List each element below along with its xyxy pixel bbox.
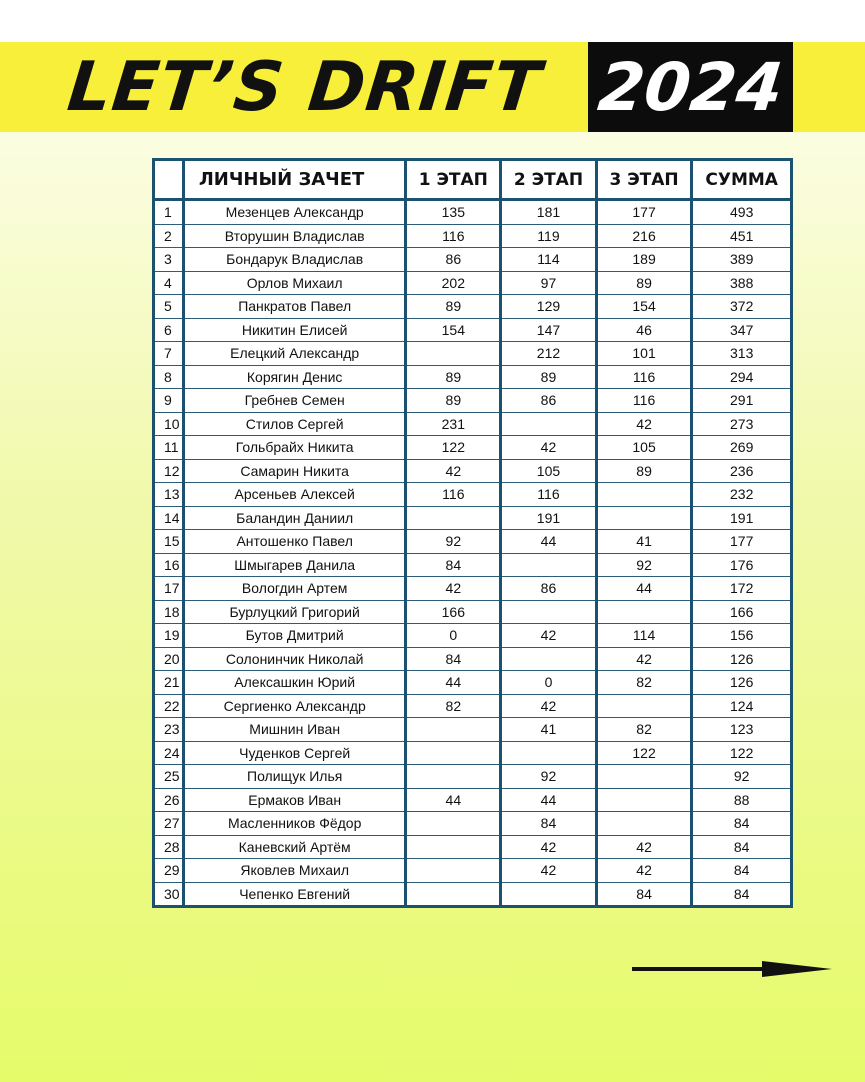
total-score: 291 xyxy=(692,389,792,413)
driver-name: Корягин Денис xyxy=(183,365,406,389)
stage1-score xyxy=(406,835,501,859)
row-number: 3 xyxy=(154,248,184,272)
stage2-score: 42 xyxy=(501,436,597,460)
stage3-score: 114 xyxy=(596,624,692,648)
stage3-score: 41 xyxy=(596,530,692,554)
stage3-score: 92 xyxy=(596,553,692,577)
stage2-score: 42 xyxy=(501,624,597,648)
row-number: 8 xyxy=(154,365,184,389)
stage1-score: 44 xyxy=(406,671,501,695)
stage1-score xyxy=(406,859,501,883)
driver-name: Бутов Дмитрий xyxy=(183,624,406,648)
stage1-score: 84 xyxy=(406,647,501,671)
standings-table xyxy=(152,158,793,908)
stage3-score xyxy=(596,788,692,812)
stage3-score: 44 xyxy=(596,577,692,601)
stage1-score: 89 xyxy=(406,389,501,413)
header-stage1: 1 ЭТАП xyxy=(406,160,501,200)
driver-name: Яковлев Михаил xyxy=(183,859,406,883)
row-number: 7 xyxy=(154,342,184,366)
table-row xyxy=(154,389,792,413)
table-row xyxy=(154,365,792,389)
row-number: 6 xyxy=(154,318,184,342)
table-row xyxy=(154,600,792,624)
driver-name: Никитин Елисей xyxy=(183,318,406,342)
row-number: 27 xyxy=(154,812,184,836)
driver-name: Самарин Никита xyxy=(183,459,406,483)
table-row xyxy=(154,224,792,248)
total-score: 84 xyxy=(692,835,792,859)
row-number: 13 xyxy=(154,483,184,507)
stage3-score: 177 xyxy=(596,200,692,225)
stage1-score: 0 xyxy=(406,624,501,648)
header-stage3: 3 ЭТАП xyxy=(596,160,692,200)
stage2-score: 212 xyxy=(501,342,597,366)
stage3-score: 89 xyxy=(596,271,692,295)
stage2-score: 116 xyxy=(501,483,597,507)
table-row xyxy=(154,647,792,671)
arrow-head xyxy=(762,961,832,977)
total-score: 493 xyxy=(692,200,792,225)
stage1-score: 122 xyxy=(406,436,501,460)
total-score: 388 xyxy=(692,271,792,295)
title-banner xyxy=(0,42,865,132)
stage1-score: 42 xyxy=(406,577,501,601)
total-score: 372 xyxy=(692,295,792,319)
driver-name: Антошенко Павел xyxy=(183,530,406,554)
stage2-score: 147 xyxy=(501,318,597,342)
total-score: 92 xyxy=(692,765,792,789)
table-row xyxy=(154,859,792,883)
stage1-score: 84 xyxy=(406,553,501,577)
stage3-score: 42 xyxy=(596,859,692,883)
row-number: 28 xyxy=(154,835,184,859)
total-score: 124 xyxy=(692,694,792,718)
stage1-score: 42 xyxy=(406,459,501,483)
stage1-score: 82 xyxy=(406,694,501,718)
table-row xyxy=(154,412,792,436)
total-score: 232 xyxy=(692,483,792,507)
row-number: 26 xyxy=(154,788,184,812)
stage1-score: 154 xyxy=(406,318,501,342)
stage2-score: 191 xyxy=(501,506,597,530)
row-number: 5 xyxy=(154,295,184,319)
stage2-score: 129 xyxy=(501,295,597,319)
table-row xyxy=(154,436,792,460)
stage2-score xyxy=(501,882,597,907)
stage3-score xyxy=(596,765,692,789)
stage2-score: 97 xyxy=(501,271,597,295)
driver-name: Шмыгарев Данила xyxy=(183,553,406,577)
driver-name: Вторушин Владислав xyxy=(183,224,406,248)
stage2-score: 42 xyxy=(501,859,597,883)
driver-name: Стилов Сергей xyxy=(183,412,406,436)
stage2-score: 42 xyxy=(501,694,597,718)
stage1-score: 89 xyxy=(406,295,501,319)
driver-name: Елецкий Александр xyxy=(183,342,406,366)
stage3-score: 122 xyxy=(596,741,692,765)
stage3-score: 105 xyxy=(596,436,692,460)
total-score: 294 xyxy=(692,365,792,389)
table-row xyxy=(154,318,792,342)
stage3-score: 116 xyxy=(596,389,692,413)
row-number: 14 xyxy=(154,506,184,530)
stage3-score: 89 xyxy=(596,459,692,483)
driver-name: Гребнев Семен xyxy=(183,389,406,413)
row-number: 9 xyxy=(154,389,184,413)
row-number: 24 xyxy=(154,741,184,765)
stage1-score: 231 xyxy=(406,412,501,436)
row-number: 25 xyxy=(154,765,184,789)
table-row xyxy=(154,624,792,648)
row-number: 20 xyxy=(154,647,184,671)
stage2-score: 41 xyxy=(501,718,597,742)
stage1-score: 202 xyxy=(406,271,501,295)
table-row xyxy=(154,671,792,695)
table-row xyxy=(154,530,792,554)
total-score: 126 xyxy=(692,647,792,671)
stage1-score xyxy=(406,506,501,530)
row-number: 23 xyxy=(154,718,184,742)
row-number: 19 xyxy=(154,624,184,648)
stage3-score xyxy=(596,694,692,718)
banner-title: LET’S DRIFT xyxy=(63,48,545,127)
total-score: 84 xyxy=(692,859,792,883)
table-row xyxy=(154,694,792,718)
stage1-score xyxy=(406,342,501,366)
row-number: 21 xyxy=(154,671,184,695)
stage3-score: 189 xyxy=(596,248,692,272)
driver-name: Мезенцев Александр xyxy=(183,200,406,225)
stage2-score: 114 xyxy=(501,248,597,272)
stage3-score: 42 xyxy=(596,412,692,436)
total-score: 126 xyxy=(692,671,792,695)
stage2-score xyxy=(501,647,597,671)
stage3-score: 82 xyxy=(596,671,692,695)
table-header-row xyxy=(154,160,792,200)
driver-name: Панкратов Павел xyxy=(183,295,406,319)
driver-name: Вологдин Артем xyxy=(183,577,406,601)
stage1-score: 135 xyxy=(406,200,501,225)
row-number: 10 xyxy=(154,412,184,436)
total-score: 347 xyxy=(692,318,792,342)
driver-name: Чепенко Евгений xyxy=(183,882,406,907)
stage3-score: 84 xyxy=(596,882,692,907)
driver-name: Алексашкин Юрий xyxy=(183,671,406,695)
stage2-score: 105 xyxy=(501,459,597,483)
table-row xyxy=(154,342,792,366)
stage1-score xyxy=(406,718,501,742)
stage1-score xyxy=(406,812,501,836)
driver-name: Мишнин Иван xyxy=(183,718,406,742)
stage3-score xyxy=(596,812,692,836)
total-score: 84 xyxy=(692,882,792,907)
driver-name: Сергиенко Александр xyxy=(183,694,406,718)
stage3-score: 116 xyxy=(596,365,692,389)
driver-name: Баландин Даниил xyxy=(183,506,406,530)
total-score: 236 xyxy=(692,459,792,483)
header-name: ЛИЧНЫЙ ЗАЧЕТ xyxy=(183,160,406,200)
total-score: 172 xyxy=(692,577,792,601)
table-row xyxy=(154,812,792,836)
row-number: 30 xyxy=(154,882,184,907)
total-score: 389 xyxy=(692,248,792,272)
stage1-score: 86 xyxy=(406,248,501,272)
stage1-score xyxy=(406,882,501,907)
total-score: 269 xyxy=(692,436,792,460)
total-score: 122 xyxy=(692,741,792,765)
header-stage2: 2 ЭТАП xyxy=(501,160,597,200)
table-row xyxy=(154,459,792,483)
table-row xyxy=(154,553,792,577)
stage2-score: 92 xyxy=(501,765,597,789)
arrow-right-icon[interactable] xyxy=(632,960,832,978)
stage2-score xyxy=(501,553,597,577)
stage2-score: 86 xyxy=(501,389,597,413)
table-row xyxy=(154,506,792,530)
total-score: 88 xyxy=(692,788,792,812)
stage3-score: 216 xyxy=(596,224,692,248)
table-row xyxy=(154,765,792,789)
total-score: 451 xyxy=(692,224,792,248)
stage3-score xyxy=(596,600,692,624)
table-row xyxy=(154,718,792,742)
row-number: 16 xyxy=(154,553,184,577)
total-score: 156 xyxy=(692,624,792,648)
table-row xyxy=(154,835,792,859)
stage1-score: 92 xyxy=(406,530,501,554)
table-row xyxy=(154,788,792,812)
stage3-score: 154 xyxy=(596,295,692,319)
row-number: 4 xyxy=(154,271,184,295)
stage3-score xyxy=(596,506,692,530)
stage2-score: 84 xyxy=(501,812,597,836)
table-row xyxy=(154,200,792,225)
driver-name: Гольбрайх Никита xyxy=(183,436,406,460)
total-score: 84 xyxy=(692,812,792,836)
table-row xyxy=(154,295,792,319)
stage2-score: 44 xyxy=(501,788,597,812)
stage3-score xyxy=(596,483,692,507)
driver-name: Солонинчик Николай xyxy=(183,647,406,671)
stage1-score: 116 xyxy=(406,224,501,248)
row-number: 18 xyxy=(154,600,184,624)
row-number: 2 xyxy=(154,224,184,248)
stage2-score xyxy=(501,600,597,624)
driver-name: Полищук Илья xyxy=(183,765,406,789)
stage3-score: 82 xyxy=(596,718,692,742)
row-number: 12 xyxy=(154,459,184,483)
total-score: 166 xyxy=(692,600,792,624)
banner-year: 2024 xyxy=(594,49,787,126)
row-number: 11 xyxy=(154,436,184,460)
stage2-score: 42 xyxy=(501,835,597,859)
stage2-score xyxy=(501,741,597,765)
row-number: 22 xyxy=(154,694,184,718)
stage3-score: 42 xyxy=(596,647,692,671)
stage3-score: 46 xyxy=(596,318,692,342)
stage2-score: 181 xyxy=(501,200,597,225)
total-score: 191 xyxy=(692,506,792,530)
driver-name: Ермаков Иван xyxy=(183,788,406,812)
table-row xyxy=(154,577,792,601)
stage2-score: 89 xyxy=(501,365,597,389)
table-row xyxy=(154,741,792,765)
stage3-score: 42 xyxy=(596,835,692,859)
table-body xyxy=(154,200,792,907)
stage2-score: 119 xyxy=(501,224,597,248)
table-row xyxy=(154,882,792,907)
row-number: 17 xyxy=(154,577,184,601)
driver-name: Чуденков Сергей xyxy=(183,741,406,765)
stage2-score: 86 xyxy=(501,577,597,601)
stage2-score: 44 xyxy=(501,530,597,554)
row-number: 1 xyxy=(154,200,184,225)
table-row xyxy=(154,271,792,295)
driver-name: Бурлуцкий Григорий xyxy=(183,600,406,624)
header-number xyxy=(154,160,184,200)
header-total: СУММА xyxy=(692,160,792,200)
driver-name: Бондарук Владислав xyxy=(183,248,406,272)
stage1-score: 89 xyxy=(406,365,501,389)
driver-name: Орлов Михаил xyxy=(183,271,406,295)
driver-name: Масленников Фёдор xyxy=(183,812,406,836)
stage1-score: 166 xyxy=(406,600,501,624)
stage1-score: 116 xyxy=(406,483,501,507)
stage3-score: 101 xyxy=(596,342,692,366)
total-score: 177 xyxy=(692,530,792,554)
year-badge xyxy=(588,42,793,132)
total-score: 123 xyxy=(692,718,792,742)
row-number: 29 xyxy=(154,859,184,883)
stage2-score: 0 xyxy=(501,671,597,695)
table-row xyxy=(154,483,792,507)
stage1-score xyxy=(406,741,501,765)
table-row xyxy=(154,248,792,272)
total-score: 273 xyxy=(692,412,792,436)
total-score: 176 xyxy=(692,553,792,577)
stage1-score: 44 xyxy=(406,788,501,812)
total-score: 313 xyxy=(692,342,792,366)
row-number: 15 xyxy=(154,530,184,554)
driver-name: Каневский Артём xyxy=(183,835,406,859)
stage1-score xyxy=(406,765,501,789)
driver-name: Арсеньев Алексей xyxy=(183,483,406,507)
stage2-score xyxy=(501,412,597,436)
